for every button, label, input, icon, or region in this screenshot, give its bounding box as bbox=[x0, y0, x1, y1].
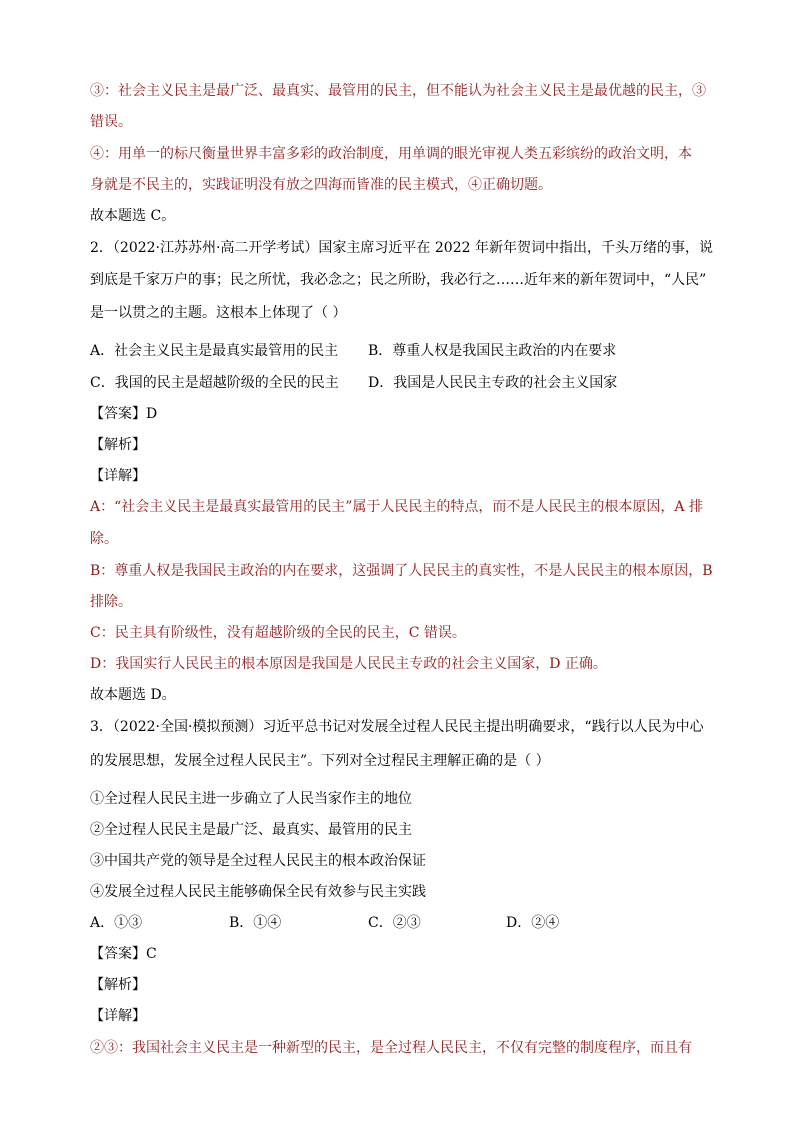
q1-choice3-explanation-line2: 错误。 bbox=[90, 114, 132, 130]
q1-choice4-explanation-line1: ④：用单一的标尺衡量世界丰富多彩的政治制度，用单调的眼光审视人类五彩缤纷的政治文明，本 bbox=[90, 146, 692, 162]
q2-explanation-b-line2: 排除。 bbox=[90, 594, 132, 610]
q1-choice3-explanation-line1: ③：社会主义民主是最广泛、最真实、最管用的民主，但不能认为社会主义民主是最优越的民主，③ bbox=[90, 83, 706, 99]
q2-explanation-c: C：民主具有阶级性，没有超越阶级的全民的民主，C 错误。 bbox=[90, 625, 466, 641]
q3-stem-line2: 的发展思想，发展全过程人民民主”。下列对全过程民主理解正确的是（ ） bbox=[90, 753, 550, 769]
q3-detail-heading: 【详解】 bbox=[90, 1008, 146, 1024]
q3-statement-2: ②全过程人民民主是最广泛、最真实、最管用的民主 bbox=[90, 822, 412, 838]
q3-option-b: B．①④ bbox=[229, 915, 282, 931]
q2-explanation-b-line1: B：尊重人权是我国民主政治的内在要求，这强调了人民民主的真实性，不是人民民主的根本原因，B bbox=[90, 563, 713, 579]
q2-option-d: D．我国是人民民主专政的社会主义国家 bbox=[368, 375, 618, 391]
q2-explanation-a-line2: 除。 bbox=[90, 531, 118, 547]
q2-explanation-a-line1: A：“社会主义民主是最真实最管用的民主”属于人民民主的特点，而不是人民民主的根本原因，A 排 bbox=[90, 499, 703, 515]
q3-explanation-line1: ②③：我国社会主义民主是一种新型的民主，是全过程人民民主，不仅有完整的制度程序，而且有 bbox=[90, 1040, 692, 1056]
q1-conclusion: 故本题选 C。 bbox=[90, 208, 176, 224]
q1-choice4-explanation-line2: 身就是不民主的，实践证明没有放之四海而皆准的民主模式，④正确切题。 bbox=[90, 177, 552, 193]
q3-option-a: A．①③ bbox=[90, 915, 143, 931]
q2-conclusion: 故本题选 D。 bbox=[90, 687, 176, 703]
q3-statement-4: ④发展全过程人民民主能够确保全民有效参与民主实践 bbox=[90, 884, 426, 900]
q3-option-d: D．②④ bbox=[506, 915, 560, 931]
q2-option-a: A．社会主义民主是最真实最管用的民主 bbox=[90, 343, 339, 359]
q3-option-c: C．②③ bbox=[368, 915, 421, 931]
q3-statement-1: ①全过程人民民主进一步确立了人民当家作主的地位 bbox=[90, 791, 412, 807]
q2-stem-line2: 到底是千家万户的事；民之所忧，我必念之；民之所盼，我必行之……近年来的新年贺词中，“人民” bbox=[90, 272, 707, 288]
q2-explanation-d: D：我国实行人民民主的根本原因是我国是人民民主专政的社会主义国家，D 正确。 bbox=[90, 656, 607, 672]
q2-option-b: B．尊重人权是我国民主政治的内在要求 bbox=[368, 343, 617, 359]
q2-option-c: C．我国的民主是超越阶级的全民的民主 bbox=[90, 375, 339, 391]
q2-stem-line3: 是一以贯之的主题。这根本上体现了（ ） bbox=[90, 305, 347, 321]
q3-stem-line1: 3．（2022·全国·模拟预测）习近平总书记对发展全过程人民民主提出明确要求，“践行以人民为中心 bbox=[90, 719, 704, 735]
q2-stem-line1: 2．（2022·江苏苏州·高二开学考试）国家主席习近平在 2022 年新年贺词中指出，千头万绪的事，说 bbox=[90, 240, 713, 256]
q3-analysis-heading: 【解析】 bbox=[90, 977, 146, 993]
q3-answer: 【答案】C bbox=[90, 946, 157, 962]
q2-analysis-heading: 【解析】 bbox=[90, 437, 146, 453]
q3-statement-3: ③中国共产党的领导是全过程人民民主的根本政治保证 bbox=[90, 853, 426, 869]
q2-detail-heading: 【详解】 bbox=[90, 468, 146, 484]
q2-answer: 【答案】D bbox=[90, 406, 158, 422]
